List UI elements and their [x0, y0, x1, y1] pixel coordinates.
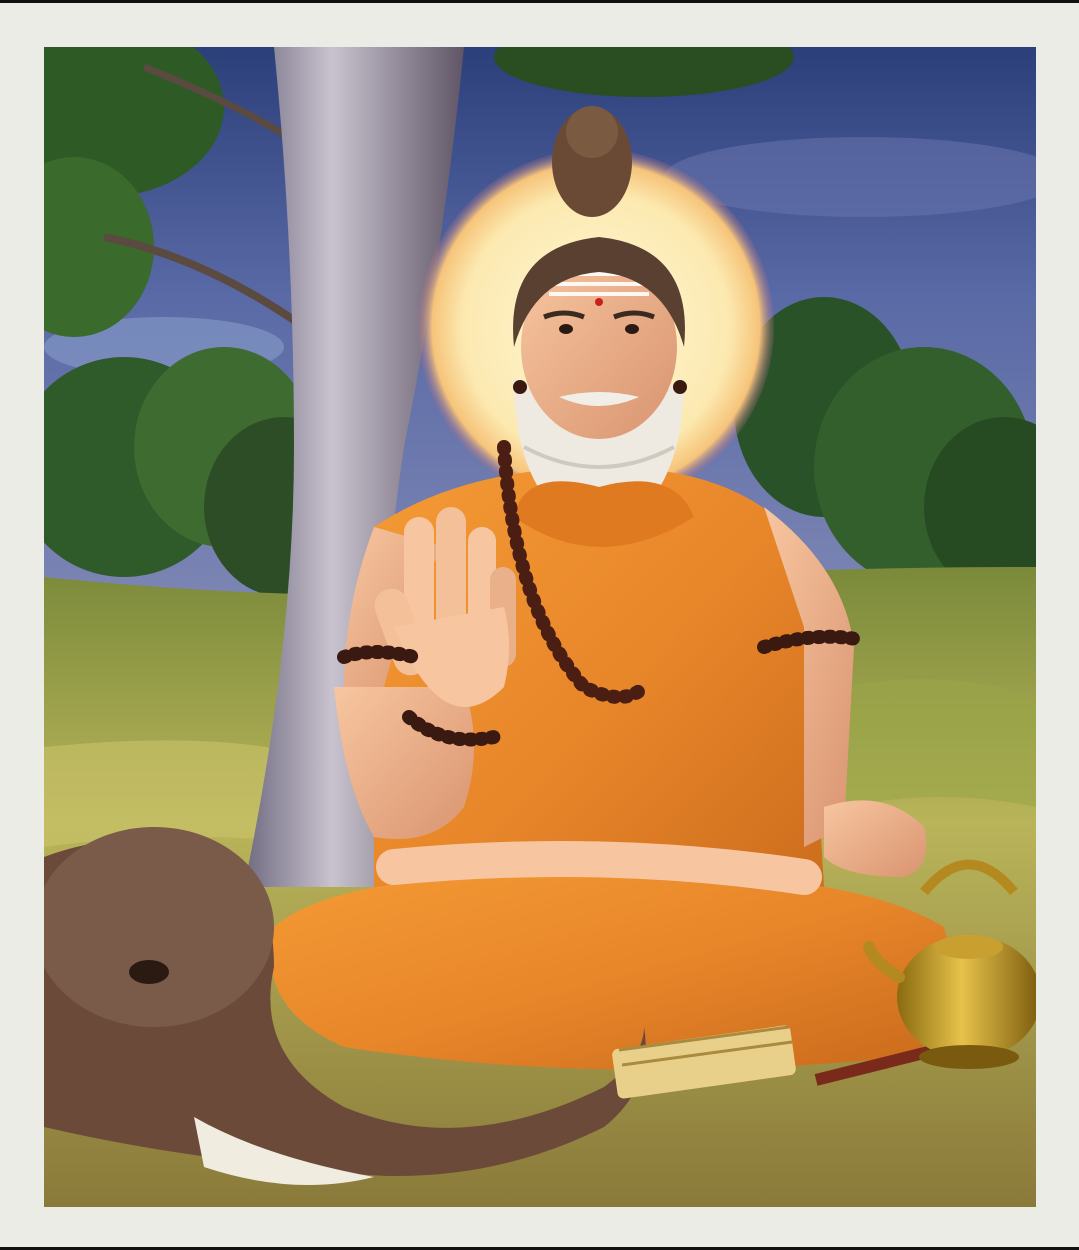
arm-band — [344, 652, 414, 657]
sage-painting — [44, 47, 1036, 1207]
earring — [673, 380, 687, 394]
forearm-resting — [394, 859, 804, 877]
painting-frame — [44, 47, 1036, 1207]
crossed-legs — [270, 876, 953, 1070]
earring — [513, 380, 527, 394]
